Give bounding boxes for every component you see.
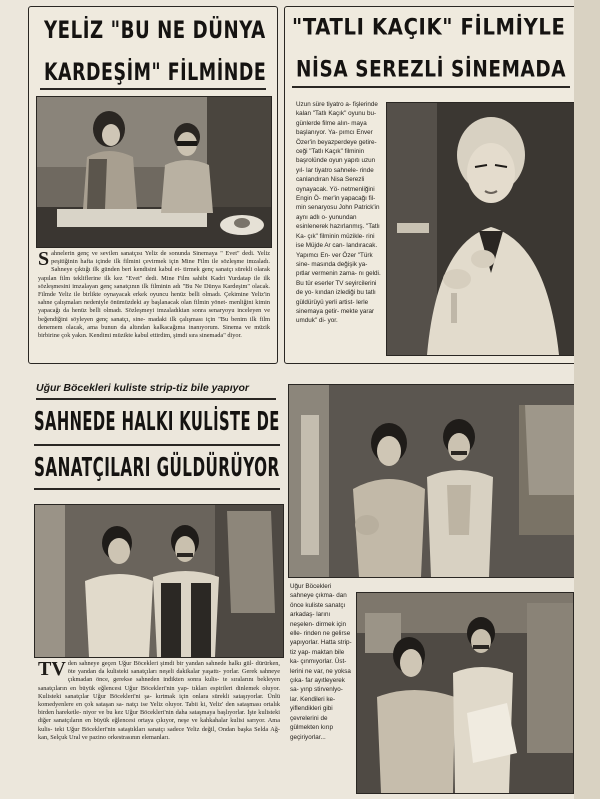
headline-yeliz-line1: YELİZ "BU NE DÜNYA — [44, 16, 266, 44]
photo-ugur-dressing — [34, 504, 284, 658]
headline-ugur-line1: SAHNEDE HALKI KULİSTE DE — [34, 408, 280, 437]
kicker-strip-tiz: Uğur Böcekleri kuliste strip-tiz bile yapıyor — [36, 382, 249, 394]
article-nisa-body: Uzun süre tiyatro a- fişlerinde kalan "Tatlı Kaçık" oyunu bu- günlerde filme alın- maya başlanıyor. Ya- pımcı Enver Özer'in beyazperdeye getire- ceği "Tatlı Kaçık" filminin başrolünde oyun yapıtı uzun yıl- lar tiyatro sahnele- rinde canlandıran Nisa Serezli oynayacak. Yö- netmenliğini Engin Ö- mer'in yapacağı fil- min senaryosu John Patrick'in aynı adlı o- yunundan esinlenerek hazırlanmış. "Tatlı Ka- çık" filminin müzikle- rini ise Müjde Ar can- landıracak. Yapımcı En- ver Özer "Türk sine- masında değişik ya- pıtlar vermenin zama- nı geldi. Bu tür eserler TV seyircilerini de yo- kından izlediği bu tatlı güldürüyü yerli artist- lerle sinemaya getir- mekte yarar umduk" di- yor. — [296, 101, 381, 325]
article-ugur-text: den sahneye geçen Uğur Böcekleri şimdi bir yandan sahnede halkı gül- dürürken, öte yandan da kulisteki sanatçıları neşeli dakikalar yaşattı- yorlar. Gerek sahneye çıkmadan önce, gerekse sahneden indikten sonra kulis- te sıralarını bekleyen sanatçıların en büyük eğlencesi Uğur Böcekleri'nin yap- tıkları espirileri dinlemek oluyor. Kulisteki sanatçılar Uğur Böcekleri'ni şa- kırtmak için onlara sürekli sataşıyorlar. Ünlü komedyenlere en çok sataşan sa- natçı ise Yeliz oluyor. Tabii ki, Yeliz' den sataşması ortalık birden hareketle- niyor ve bu kez Uğur Böcekleri'nin daha sataşmaya başlıyorlar. İşte kulisteki diğer sanatçıların en büyük eğlencesi ortaya çıkıyor, neşe ve kahkahalar kulisi sarıyor. Ama kulis- teki Uğur Böcekleri'nin sataştıkları sanatçı sadece Yeliz değil, Ondan başka Selda Ağ- kan, Selçuk Ural ve pazino orkestrasının elemanları. — [38, 660, 280, 741]
article-yeliz-body — [38, 250, 270, 358]
photo-yeliz-signing — [36, 96, 272, 248]
photo-nisa-serezli — [386, 102, 576, 356]
headline-yeliz-line2: KARDEŞİM" FİLMİNDE — [44, 58, 267, 86]
article-ugur-body — [38, 660, 280, 788]
page-edge-shadow — [574, 0, 600, 799]
headline-nisa-line2: NİSA SEREZLİ SİNEMADA — [296, 56, 567, 83]
dropcap-tv: TV — [38, 660, 66, 680]
article-ugur-side-column: Uğur Böcekleri sahneye çıkma- dan önce kuliste sanatçı arkadaş- larını neşelen- dirmek için elle- rinden ne gelirse yapıyorlar. Hatta strip-tiz yap- maktan bile ka- çınmıyorlar. Üst- lerini ne var, ne yoksa çıka- far ayıtleyerek sa- yınp stirvenlyo- lar. Kendileri ke- yiflendikleri gibi çevrelerini de gülmekten kırıp geçiriyorlar... — [290, 583, 352, 741]
headline-ugur-line2: SANATÇILARI GÜLDÜRÜYOR — [34, 454, 280, 483]
headline-nisa-line1: "TATLI KAÇIK" FİLMİYLE — [292, 14, 566, 41]
headline-rule — [40, 88, 266, 90]
photo-ugur-backstage — [356, 592, 574, 794]
photo-ugur-shirtless — [288, 384, 576, 578]
article-yeliz-text: ahnelerin genç ve sevilen sanatçısı Yeliz de sonunda Sinemaya " Evet" dedi. Yeliz peşitiğinin hafta içinde ilk filmini çevirmek için Mine Film ile sözleşme imzaladı. Sahneye çıktığı ilk günden beri kendisini kabul et- tirmek genç sanatçı sürekli olarak yapılan film tekliflerine ilk kez "Evet" dedi. Mine Film sahibi Kadri Yurdatap ile ilk sözleşmesini imzalayan genç sanatçının ilk filminin adı "Bu Ne Dünya Kardeşim" olacak. Filmde Yeliz ile birlikte oynayacak erkek oyuncu henüz belli olmadı. Çekimine Yeliz'in sahne çalışmaları nedeniyle önümüzdeki ay başlanacak olan filmin yönet- menliğini kimin yapacağı da henüz belli olmadı. Sözleşmeyi imzaladıktan sonra senaryoyu inceleyen ve beğendiğini söyleyen genç sanatçı, sine- madaki ilk çalışması için "Bu benim ilk film denemem olacak, ama bunun da altından kalkacağıma inanıyorum. Sinema ve müzik birbirine çok yakın. Kendimi müzikte kabul ettirdim, şimdi sıra sinemada" diyor. — [38, 250, 270, 340]
headline-ugur-rule — [34, 444, 280, 446]
headline-ugur-rule2 — [34, 488, 280, 490]
headline-rule-right — [292, 86, 570, 88]
dropcap-s: S — [38, 250, 50, 270]
kicker-rule — [36, 398, 276, 400]
